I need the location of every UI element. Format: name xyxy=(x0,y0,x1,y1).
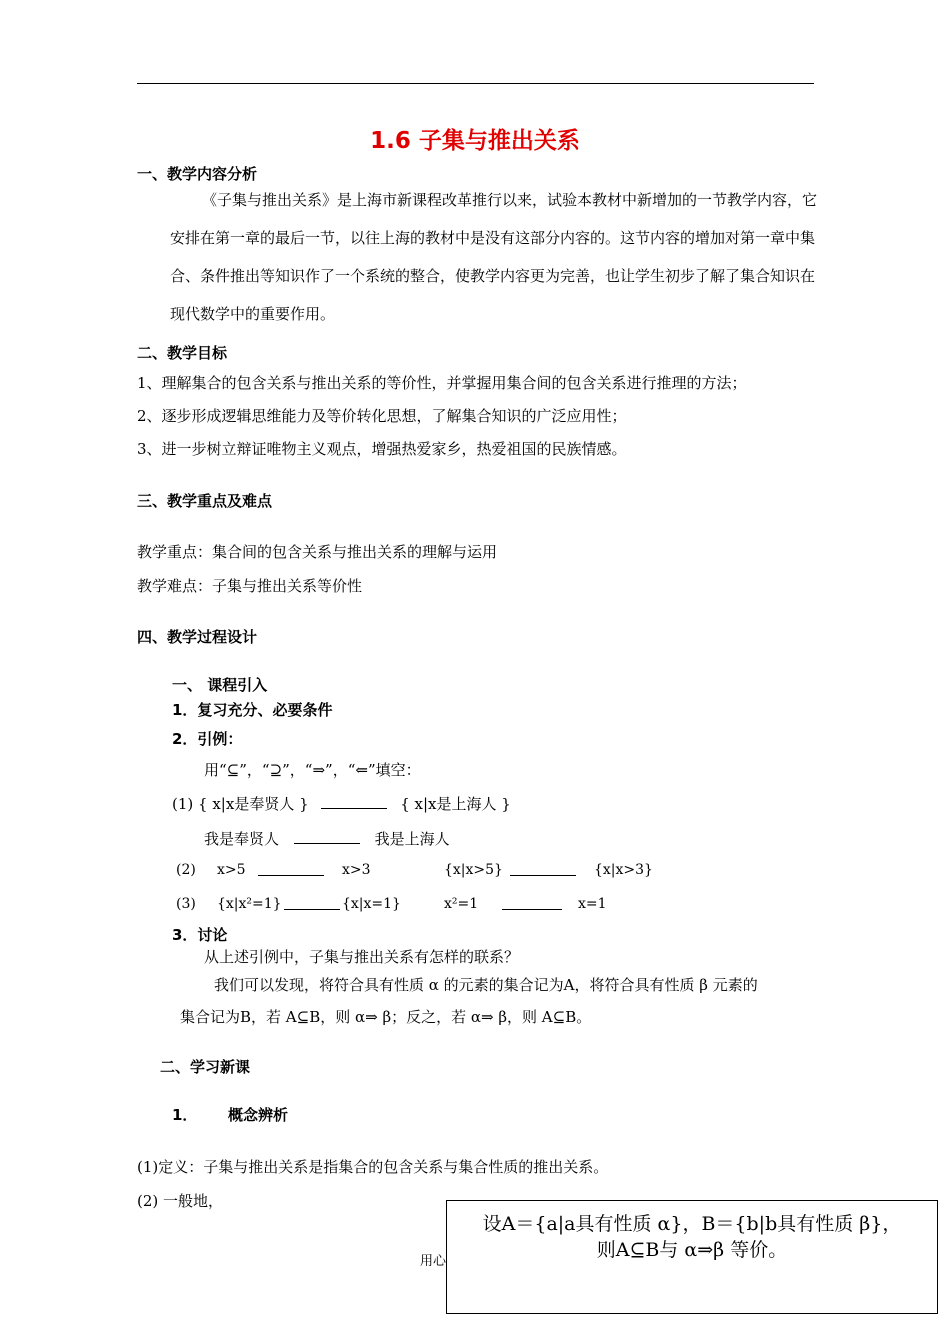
example-2-label: (2) xyxy=(176,862,196,878)
theorem-line-1: 设A＝{a|a具有性质 α}，B＝{b|b具有性质 β}， xyxy=(482,1213,902,1235)
example-1-sentence-row xyxy=(204,828,450,849)
example-3-d: x=1 xyxy=(578,896,607,912)
header-rule xyxy=(137,83,814,84)
objective-item-3: 3、进一步树立辩证唯物主义观点，增强热爱家乡，热爱祖国的民族情感。 xyxy=(137,440,627,458)
concept-title: 概念辨析 xyxy=(228,1106,289,1124)
section-heading-objectives: 二、教学目标 xyxy=(137,344,228,362)
theorem-line-2: 则A⊆B与 α⇒β 等价。 xyxy=(596,1239,788,1261)
fill-instruction: 用“⊆”，“⊇”，“⇒”，“⇐”填空： xyxy=(204,761,421,779)
step-review: 1．复习充分、必要条件 xyxy=(172,701,333,719)
example-1-left-set: { x|x是奉贤人 } xyxy=(198,795,309,813)
example-2-a: x>5 xyxy=(217,862,246,878)
example-1-sentence-right: 我是上海人 xyxy=(374,830,450,848)
discussion-answer-line-2: 集合记为B，若 A⊆B，则 α⇒ β；反之，若 α⇒ β，则 A⊆B。 xyxy=(180,1008,592,1026)
example-3-label: (3) xyxy=(176,896,196,912)
section-heading-key-points: 三、教学重点及难点 xyxy=(137,492,273,510)
key-point-text: 教学重点：集合间的包含关系与推出关系的理解与运用 xyxy=(137,543,498,561)
objective-item-1: 1、理解集合的包含关系与推出关系的等价性，并掌握用集合间的包含关系进行推理的方法； xyxy=(137,374,747,392)
example-2-blank-2[interactable] xyxy=(510,861,576,876)
example-1-blank[interactable] xyxy=(321,794,387,809)
example-3-a: {x|x²=1} xyxy=(217,896,282,912)
page-title: 1.6 子集与推出关系 xyxy=(370,128,580,154)
discussion-question: 从上述引例中，子集与推出关系有怎样的联系？ xyxy=(204,948,520,966)
general-text: (2) 一般地， xyxy=(137,1192,224,1210)
part-heading-introduction: 一、 课程引入 xyxy=(172,676,268,694)
example-2-b: x>3 xyxy=(342,862,371,878)
example-1-sentence-left: 我是奉贤人 xyxy=(204,830,280,848)
example-1-row xyxy=(172,793,511,814)
concept-number: 1． xyxy=(172,1106,198,1124)
definition-text: (1)定义：子集与推出关系是指集合的包含关系与集合性质的推出关系。 xyxy=(137,1158,609,1176)
example-3-c: x²=1 xyxy=(444,896,479,912)
example-2-c: {x|x>5} xyxy=(444,862,503,878)
step-example: 2．引例： xyxy=(172,730,243,748)
section-heading-process: 四、教学过程设计 xyxy=(137,628,258,646)
example-1-right-set: { x|x是上海人 } xyxy=(400,795,511,813)
example-2-d: {x|x>3} xyxy=(594,862,653,878)
part-heading-new-lesson: 二、学习新课 xyxy=(160,1058,251,1076)
example-2-blank-1[interactable] xyxy=(258,861,324,876)
example-1-sentence-blank[interactable] xyxy=(294,829,360,844)
example-3-blank-2[interactable] xyxy=(502,895,562,910)
example-3-b: {x|x=1} xyxy=(342,896,401,912)
step-discussion: 3．讨论 xyxy=(172,926,228,944)
difficulty-text: 教学难点：子集与推出关系等价性 xyxy=(137,577,363,595)
page-footer: 用心 xyxy=(420,1254,447,1269)
example-3-blank-1[interactable] xyxy=(284,895,340,910)
section-heading-content-analysis: 一、教学内容分析 xyxy=(137,165,258,183)
theorem-box xyxy=(446,1200,938,1314)
objective-item-2: 2、逐步形成逻辑思维能力及等价转化思想，了解集合知识的广泛应用性； xyxy=(137,407,627,425)
discussion-answer-line-1: 我们可以发现，将符合具有性质 α 的元素的集合记为A，将符合具有性质 β 元素的 xyxy=(214,976,758,994)
example-1-label: (1) xyxy=(172,795,194,813)
content-analysis-paragraph: 《子集与推出关系》是上海市新课程改革推行以来，试验本教材中新增加的一节教学内容，它安排在第一章的最后一节，以往上海的教材中是没有这部分内容的。这节内容的增加对第一章中集合、条件推出等知识作了一个系统的整合，使教学内容更为完善，也让学生初步了解了集合知识在现代数学中的重要作用。 xyxy=(170,191,818,323)
